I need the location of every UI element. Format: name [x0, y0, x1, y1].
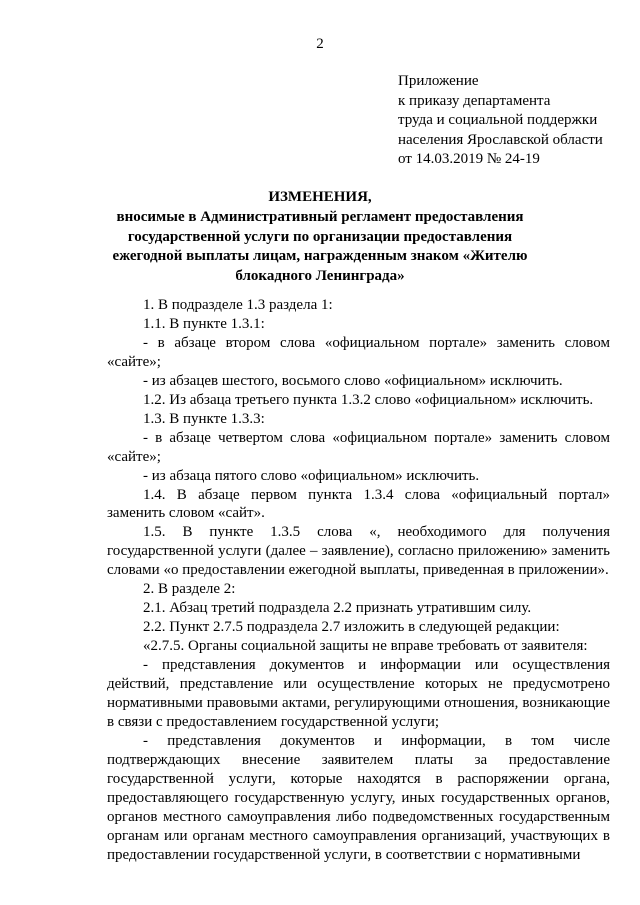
paragraph: 1.3. В пункте 1.3.3: — [143, 410, 265, 427]
paragraph: - в абзаце четвертом слова «официальном портале» заменить словом «сайте»; — [107, 429, 610, 465]
paragraph: - представления документов и информации, в том числе подтверждающих внесение заявителем платы за предоставление государственной услуги, которые находятся в распоряжении органа, предоставляющего государственную услугу, иных государственных органов, органов местного самоуправления либо подведомственных государственным органам или органам местного самоуправления организаций, участвующих в предоставлении государственной услуги, в соответствии с нормативными — [107, 732, 610, 863]
document-subtitle: вносимые в Административный регламент предоставления государственной услуги по организации предоставления ежегодной выплаты лицам, награжденным знаком «Жителю блокадного Ленинграда» — [112, 209, 528, 284]
paragraph: «2.7.5. Органы социальной защиты не вправе требовать от заявителя: — [143, 638, 588, 655]
paragraph: 2. В разделе 2: — [143, 581, 236, 598]
paragraph: - представления документов и информации или осуществления действий, представление или осуществление которых не предусмотрено нормативными правовыми актами, регулирующими отношения, возникающие в связи с предоставлением государственной услуги; — [107, 657, 610, 730]
paragraph: 1.2. Из абзаца третьего пункта 1.3.2 слово «официальном» исключить. — [143, 391, 594, 408]
appendix-line: к приказу департамента — [398, 92, 551, 109]
paragraph: 1. В подразделе 1.3 раздела 1: — [143, 297, 333, 313]
paragraph: 2.2. Пункт 2.7.5 подраздела 2.7 изложить в следующей редакции: — [143, 619, 560, 636]
appendix-header — [398, 72, 603, 170]
appendix-line: от 14.03.2019 № 24-19 — [398, 151, 540, 167]
paragraph: - из абзаца пятого слово «официальном» исключить. — [143, 467, 480, 484]
paragraph: - в абзаце втором слова «официальном портале» заменить словом «сайте»; — [107, 334, 610, 370]
paragraph: 1.4. В абзаце первом пункта 1.3.4 слова «официальный портал» заменить словом «сайт». — [107, 486, 610, 522]
document-body — [107, 296, 610, 865]
document-title: ИЗМЕНЕНИЯ, — [268, 189, 372, 205]
paragraph: 2.1. Абзац третий подраздела 2.2 признать утратившим силу. — [143, 600, 532, 617]
paragraph: 1.5. В пункте 1.3.5 слова «, необходимого для получения государственной услуги (далее – заявление), согласно приложению» заменить словами «о предоставлении ежегодной выплаты, приведенная в приложении». — [107, 524, 610, 579]
paragraph: - из абзацев шестого, восьмого слово «официальном» исключить. — [143, 372, 563, 389]
paragraph: 1.1. В пункте 1.3.1: — [143, 315, 265, 332]
appendix-line: Приложение — [398, 73, 479, 89]
page-number: 2 — [316, 36, 324, 52]
appendix-line: населения Ярославской области — [398, 131, 603, 148]
appendix-line: труда и социальной поддержки — [398, 112, 598, 128]
